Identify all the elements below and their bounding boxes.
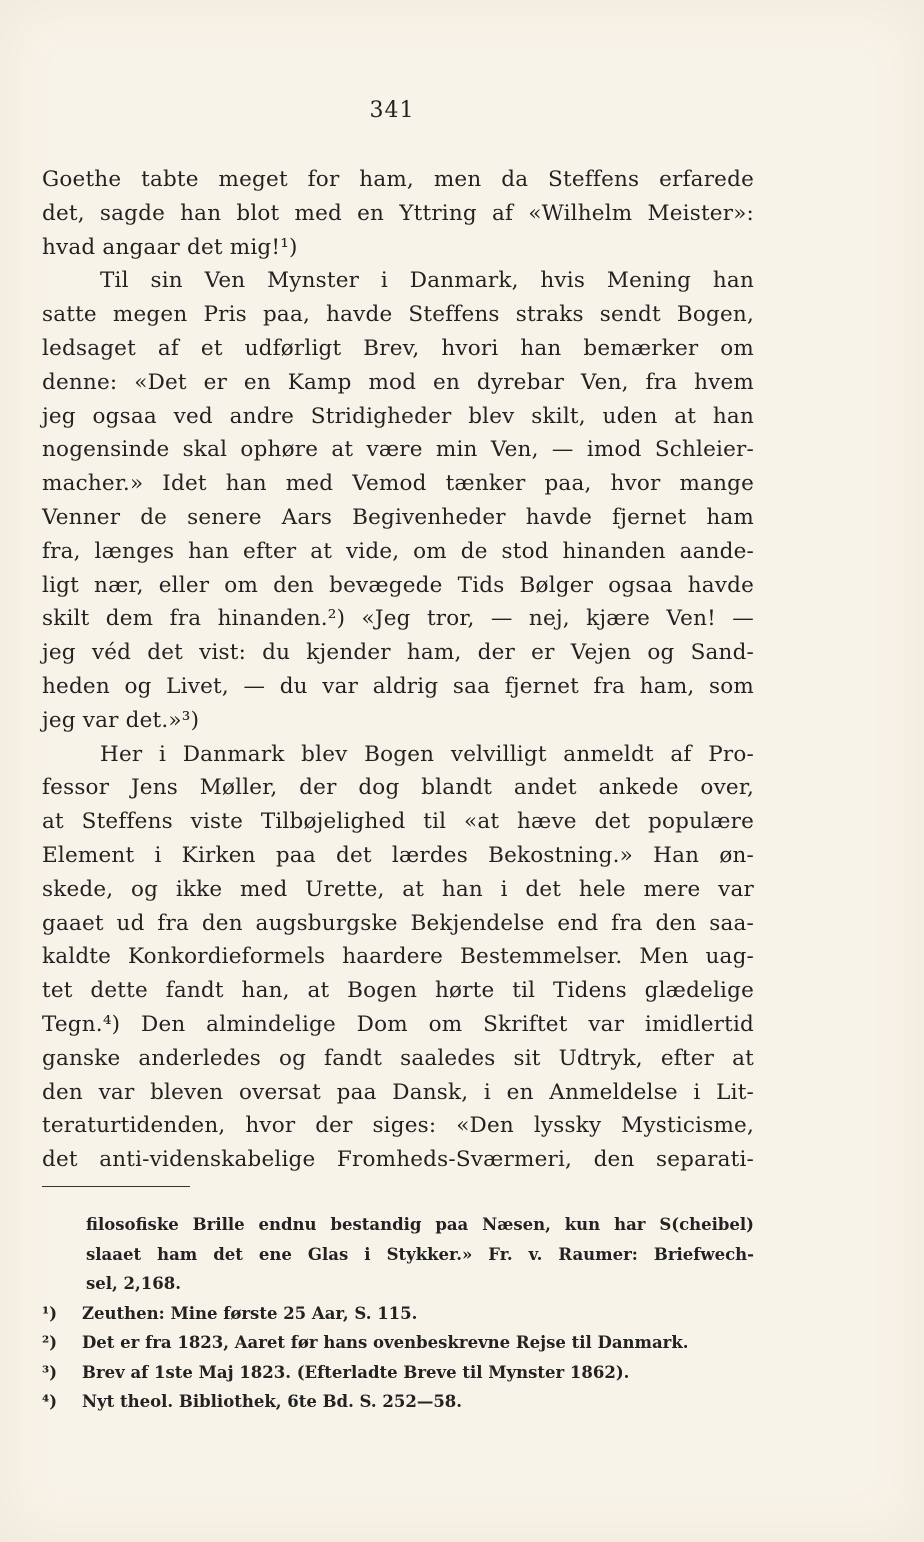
body-line: Til sin Ven Mynster i Danmark, hvis Mening han bbox=[100, 268, 754, 294]
body-line: at Steffens viste Tilbøjelighed til «at hæve det populære bbox=[42, 809, 754, 835]
body-line: teraturtidenden, hvor der siges: «Den lyssky Mysticisme, bbox=[42, 1113, 754, 1139]
footnote bbox=[42, 1358, 754, 1388]
footnote-marker: ²) bbox=[42, 1333, 58, 1352]
body-text bbox=[42, 163, 754, 1177]
body-line: ledsaget af et udførligt Brev, hvori han bemærker om bbox=[42, 335, 754, 361]
body-line: heden og Livet, — du var aldrig saa fjernet fra ham, som bbox=[42, 673, 754, 699]
body-line: jeg véd det vist: du kjender ham, der er Vejen og Sand- bbox=[42, 640, 754, 666]
body-line: hvad angaar det mig!¹) bbox=[42, 234, 298, 260]
body-line: satte megen Pris paa, havde Steffens straks sendt Bogen, bbox=[42, 302, 754, 328]
footnote-marker: ¹) bbox=[42, 1303, 58, 1323]
footnote-text: Zeuthen: Mine første 25 Aar, S. 115. bbox=[82, 1303, 418, 1323]
body-line: macher.» Idet han med Vemod tænker paa, hvor mange bbox=[42, 471, 754, 497]
body-line: ligt nær, eller om den bevægede Tids Bølger ogsaa havde bbox=[42, 572, 754, 598]
body-line: jeg ogsaa ved andre Stridigheder blev skilt, uden at han bbox=[42, 403, 754, 429]
body-line: fra, længes han efter at vide, om de stod hinanden aande- bbox=[42, 538, 754, 564]
body-line: Tegn.⁴) Den almindelige Dom om Skriftet var imidlertid bbox=[42, 1011, 754, 1037]
body-line: skilt dem fra hinanden.²) «Jeg tror, — nej, kjære Ven! — bbox=[42, 606, 754, 632]
page-number: 341 bbox=[369, 98, 415, 123]
footnote-continuation-line: slaaet ham det ene Glas i Stykker.» Fr. v. Raumer: Briefwech- bbox=[86, 1244, 754, 1264]
footnote-continuation-line: filosofiske Brille endnu bestandig paa Næsen, kun har S(cheibel) bbox=[86, 1215, 754, 1234]
footnote bbox=[42, 1299, 754, 1329]
footnote bbox=[42, 1387, 754, 1417]
footnote-text: Brev af 1ste Maj 1823. (Efterladte Breve til Mynster 1862). bbox=[82, 1362, 630, 1382]
body-line: det, sagde han blot med en Yttring af «Wilhelm Meister»: bbox=[42, 200, 754, 226]
body-line: det anti-videnskabelige Fromheds-Sværmeri, den separati- bbox=[42, 1147, 754, 1173]
body-line: nogensinde skal ophøre at være min Ven, — imod Schleier- bbox=[42, 437, 754, 463]
body-line: Her i Danmark blev Bogen velvilligt anmeldt af Pro- bbox=[100, 741, 754, 767]
footnote-text: Det er fra 1823, Aaret før hans ovenbeskrevne Rejse til Danmark. bbox=[82, 1333, 689, 1352]
body-line: Goethe tabte meget for ham, men da Steffens erfarede bbox=[42, 167, 754, 192]
body-line: denne: «Det er en Kamp mod en dyrebar Ven, fra hvem bbox=[42, 369, 754, 395]
body-line: Venner de senere Aars Begivenheder havde fjernet ham bbox=[42, 504, 754, 530]
footnote-marker: ³) bbox=[42, 1362, 58, 1382]
body-line: Element i Kirken paa det lærdes Bekostning.» Han øn- bbox=[42, 842, 754, 868]
footnote-continuation-line: sel, 2,168. bbox=[86, 1274, 181, 1293]
footnote bbox=[42, 1328, 754, 1358]
body-line: kaldte Konkordieformels haardere Bestemmelser. Men uag- bbox=[42, 944, 754, 970]
body-line: den var bleven oversat paa Dansk, i en Anmeldelse i Lit- bbox=[42, 1079, 754, 1105]
footnote-text: Nyt theol. Bibliothek, 6te Bd. S. 252—58. bbox=[82, 1392, 463, 1411]
body-line: gaaet ud fra den augsburgske Bekjendelse end fra den saa- bbox=[42, 910, 754, 936]
body-line: skede, og ikke med Urette, at han i det hele mere var bbox=[42, 876, 754, 902]
body-line: fessor Jens Møller, der dog blandt andet ankede over, bbox=[42, 775, 754, 801]
body-line: ganske anderledes og fandt saaledes sit Udtryk, efter at bbox=[42, 1045, 754, 1071]
footnotes bbox=[42, 1210, 754, 1417]
body-line: jeg var det.»³) bbox=[42, 707, 200, 733]
body-line: tet dette fandt han, at Bogen hørte til Tidens glædelige bbox=[42, 978, 754, 1004]
footnote-marker: ⁴) bbox=[42, 1392, 58, 1411]
footnote-divider bbox=[42, 1186, 190, 1187]
